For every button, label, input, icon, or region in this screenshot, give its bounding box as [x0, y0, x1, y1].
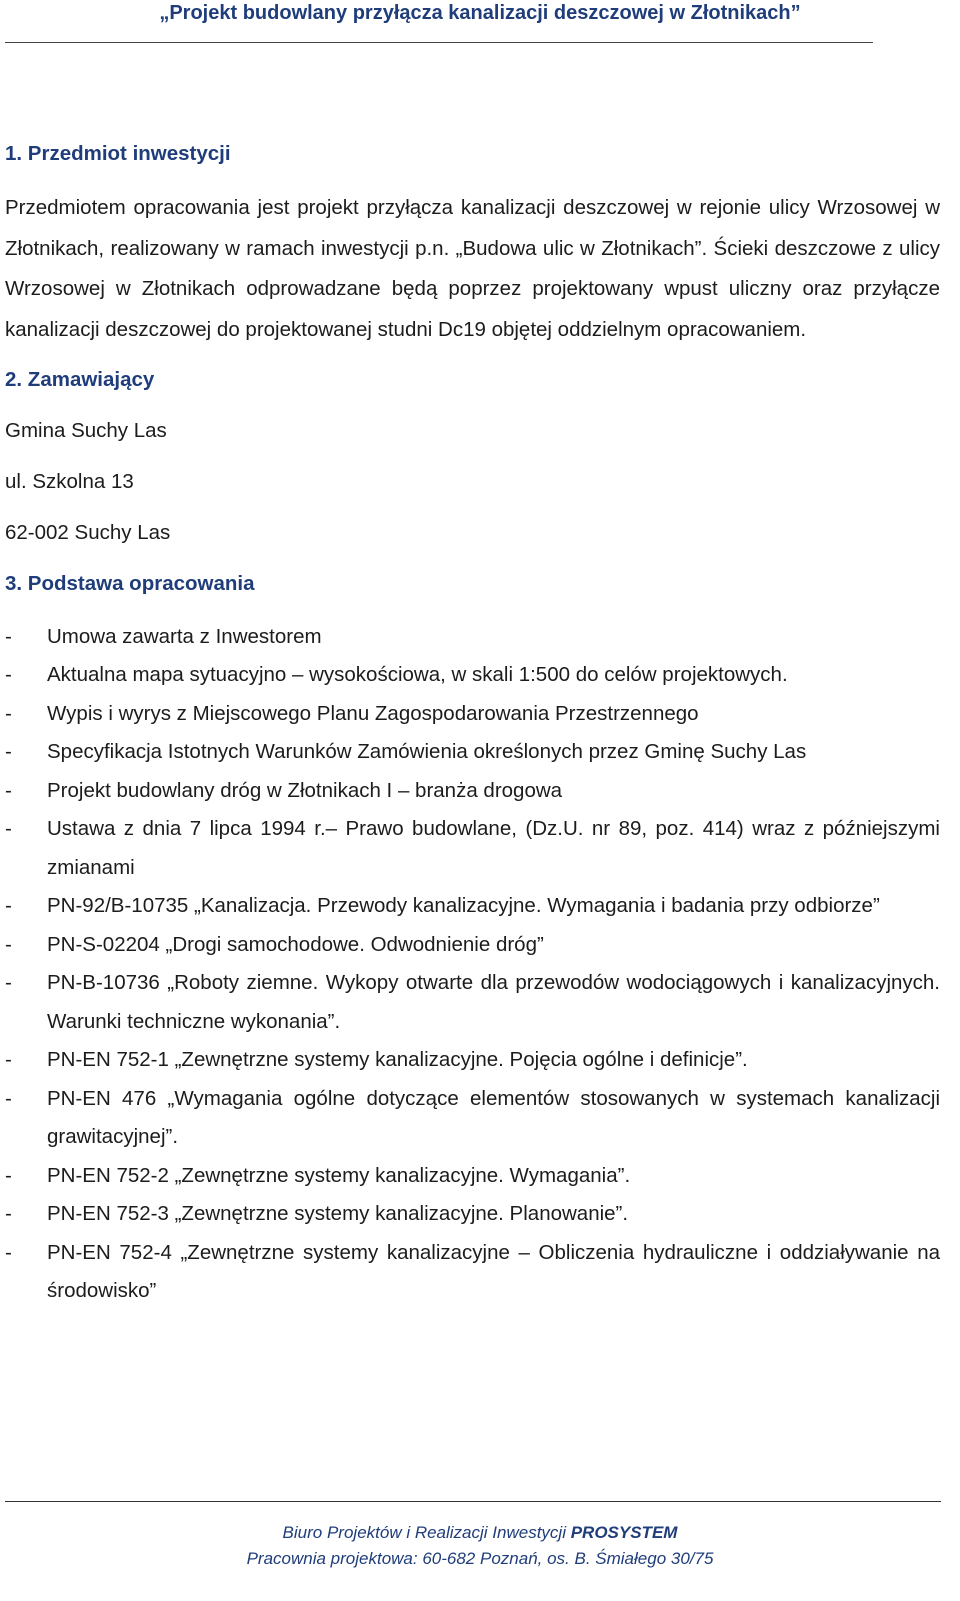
list-item-text: PN-EN 752-3 „Zewnętrzne systemy kanalizacyjne. Planowanie”.	[47, 1202, 629, 1226]
section-1-text: Przedmiotem opracowania jest projekt przyłącza kanalizacji deszczowej w rejonie ulicy Wrzosowej w Złotnikach, realizowany w ramach inwestycji p.n. „Budowa ulic w Złotnikach”. Ścieki deszczowe z ulicy Wrzosowej w Złotnikach odprowadzane będą poprzez projektowany wpust uliczny oraz przyłącze kanalizacji deszczowej do projektowanej studni Dc19 objętej oddzielnym opracowaniem.	[5, 196, 940, 342]
list-item-text: Ustawa z dnia 7 lipca 1994 r.– Prawo budowlane, (Dz.U. nr 89, poz. 414) wraz z późniejszymi zmianami	[47, 817, 940, 879]
list-dash: -	[5, 624, 12, 648]
list-dash: -	[5, 701, 12, 725]
list-item-text: Wypis i wyrys z Miejscowego Planu Zagospodarowania Przestrzennego	[47, 701, 699, 725]
list-dash: -	[5, 1240, 12, 1264]
list-item-text: PN-EN 752-4 „Zewnętrzne systemy kanalizacyjne – Obliczenia hydrauliczne i oddziaływanie na środowisko”	[47, 1240, 940, 1303]
list-item-text: PN-EN 476 „Wymagania ogólne dotyczące elementów stosowanych w systemach kanalizacji grawitacyjnej”.	[47, 1086, 940, 1149]
list-dash: -	[5, 817, 12, 841]
document-body	[5, 137, 940, 1311]
list-item	[5, 1195, 940, 1234]
list-dash: -	[5, 1202, 12, 1226]
list-item-text: PN-S-02204 „Drogi samochodowe. Odwodnienie dróg”	[47, 932, 544, 956]
footer-line-2: Pracownia projektowa: 60-682 Poznań, os. B. Śmiałego 30/75	[246, 1549, 714, 1568]
list-item	[5, 695, 940, 734]
list-item-text: Aktualna mapa sytuacyjno – wysokościowa, w skali 1:500 do celów projektowych.	[47, 663, 788, 687]
list-dash: -	[5, 894, 12, 918]
list-item	[5, 656, 940, 695]
list-item-text: PN-EN 752-1 „Zewnętrzne systemy kanalizacyjne. Pojęcia ogólne i definicje”.	[47, 1048, 748, 1072]
client-city: 62-002 Suchy Las	[5, 520, 171, 544]
spacer	[5, 351, 940, 363]
section-1-heading: 1. Przedmiot inwestycji	[5, 142, 231, 165]
list-item-text: Umowa zawarta z Inwestorem	[47, 624, 322, 648]
page-footer	[0, 1520, 960, 1572]
list-item	[5, 887, 940, 926]
list-item	[5, 964, 940, 1041]
list-dash: -	[5, 932, 12, 956]
list-item	[5, 733, 940, 772]
list-item	[5, 1234, 940, 1311]
section-3-heading: 3. Podstawa opracowania	[5, 571, 255, 595]
list-item	[5, 810, 940, 887]
list-item	[5, 772, 940, 811]
list-dash: -	[5, 778, 12, 802]
header-divider	[5, 42, 873, 43]
list-item	[5, 1080, 940, 1157]
list-item-text: PN-92/B-10735 „Kanalizacja. Przewody kanalizacyjne. Wymagania i badania przy odbiorze”	[47, 894, 880, 918]
footer-line-1	[0, 1520, 960, 1546]
list-item	[5, 926, 940, 965]
footer-office-name: Biuro Projektów i Realizacji Inwestycji	[282, 1523, 571, 1542]
list-item-text: Projekt budowlany dróg w Złotnikach I – branża drogowa	[47, 778, 563, 802]
list-dash: -	[5, 971, 12, 995]
list-dash: -	[5, 740, 12, 764]
list-item	[5, 1157, 940, 1196]
client-name: Gmina Suchy Las	[5, 418, 167, 442]
client-street: ul. Szkolna 13	[5, 469, 134, 493]
list-item	[5, 618, 940, 657]
list-item	[5, 1041, 940, 1080]
list-dash: -	[5, 1048, 12, 1072]
section-2-heading: 2. Zamawiający	[5, 367, 155, 391]
basis-list	[5, 618, 940, 1311]
list-dash: -	[5, 1163, 12, 1187]
list-item-text: PN-B-10736 „Roboty ziemne. Wykopy otwarte dla przewodów wodociągowych i kanalizacyjnych. Warunki techniczne wykonania”.	[47, 971, 940, 1033]
list-item-text: Specyfikacja Istotnych Warunków Zamówienia określonych przez Gminę Suchy Las	[47, 740, 807, 764]
list-item-text: PN-EN 752-2 „Zewnętrzne systemy kanalizacyjne. Wymagania”.	[47, 1163, 631, 1187]
footer-brand: PROSYSTEM	[570, 1523, 678, 1542]
page-header-title: „Projekt budowlany przyłącza kanalizacji deszczowej w Złotnikach”	[159, 2, 801, 24]
list-dash: -	[5, 1086, 12, 1110]
footer-divider	[5, 1501, 941, 1502]
section-1-paragraph	[5, 188, 940, 351]
list-dash: -	[5, 663, 12, 687]
